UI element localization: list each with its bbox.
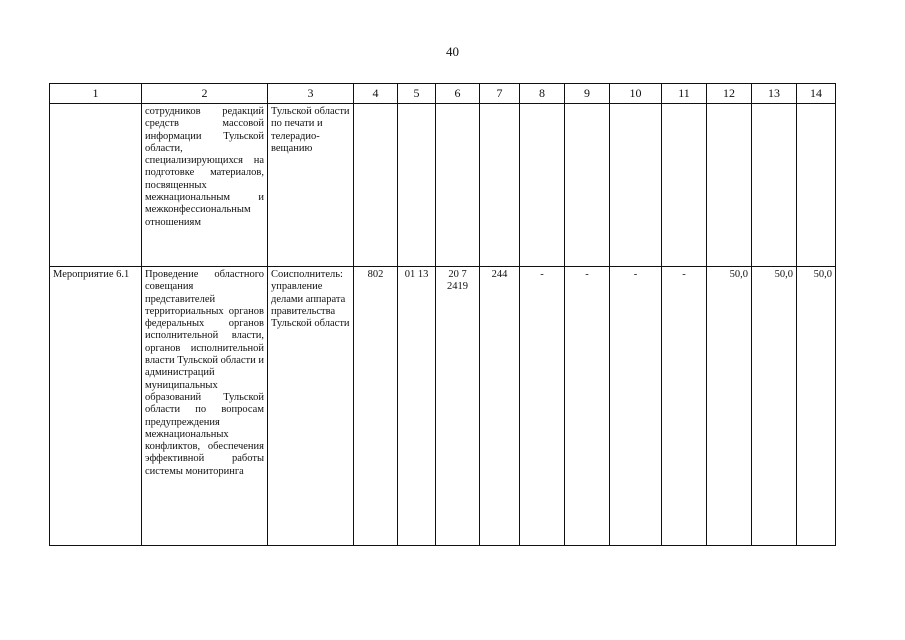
column-header: 8 (520, 84, 565, 104)
cell-value (662, 104, 707, 267)
cell-executor: Тульской области по печати и телерадио-вещанию (268, 104, 354, 267)
cell-value: 20 7 2419 (436, 267, 480, 546)
cell-value: 802 (354, 267, 398, 546)
cell-value: - (565, 267, 610, 546)
cell-value (436, 104, 480, 267)
column-header: 9 (565, 84, 610, 104)
cell-value (610, 104, 662, 267)
cell-value (565, 104, 610, 267)
cell-value: 01 13 (398, 267, 436, 546)
cell-activity (50, 104, 142, 267)
cell-value: 244 (480, 267, 520, 546)
table-row (50, 104, 836, 267)
cell-value: - (662, 267, 707, 546)
column-header: 4 (354, 84, 398, 104)
cell-value: - (520, 267, 565, 546)
cell-value (797, 104, 836, 267)
column-header: 2 (142, 84, 268, 104)
cell-executor: Соисполнитель: управление делами аппарата правительства Тульской области (268, 267, 354, 546)
column-header: 7 (480, 84, 520, 104)
cell-value (480, 104, 520, 267)
cell-value (520, 104, 565, 267)
column-header: 13 (752, 84, 797, 104)
cell-value: 50,0 (707, 267, 752, 546)
cell-value (707, 104, 752, 267)
cell-activity: Мероприятие 6.1 (50, 267, 142, 546)
cell-value: 50,0 (752, 267, 797, 546)
page-number: 40 (446, 44, 459, 59)
column-header: 3 (268, 84, 354, 104)
cell-value (398, 104, 436, 267)
column-header: 6 (436, 84, 480, 104)
cell-value (354, 104, 398, 267)
cell-value: 50,0 (797, 267, 836, 546)
budget-table (49, 83, 836, 546)
column-header: 14 (797, 84, 836, 104)
cell-description: сотрудников редакций средств массовой информации Тульской области, специализирующихся на подготовке материалов, посвященных межнациональным и межконфессиональным отношениям (142, 104, 268, 267)
column-header: 12 (707, 84, 752, 104)
table-row (50, 267, 836, 546)
column-header: 10 (610, 84, 662, 104)
header-row (50, 84, 836, 104)
column-header: 11 (662, 84, 707, 104)
column-header: 5 (398, 84, 436, 104)
column-header: 1 (50, 84, 142, 104)
cell-description: Проведение областного совещания представителей территориальных органов федеральных органов исполнительной власти, органов исполнительной власти Тульской области и администраций муниципальных образований Тульской области по вопросам предупреждения межнациональных конфликтов, обеспечения эффективной работы системы мониторинга (142, 267, 268, 546)
cell-value: - (610, 267, 662, 546)
cell-value (752, 104, 797, 267)
